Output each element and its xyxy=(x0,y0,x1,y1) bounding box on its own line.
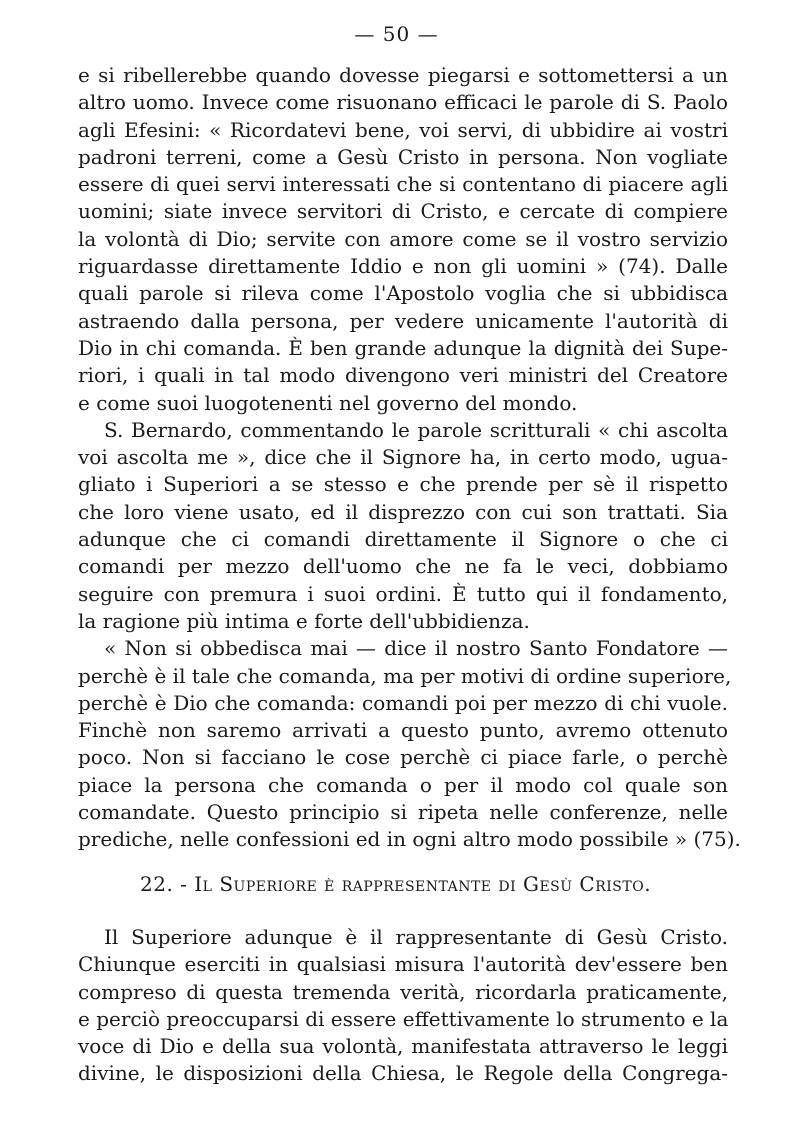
page-number: — 50 — xyxy=(354,22,439,46)
text-line: padroni terreni, come a Gesù Cristo in persona. Non vogliate xyxy=(78,144,728,169)
text-line: perchè è Dio che comanda: comandi poi per mezzo di chi vuole. xyxy=(78,690,728,715)
text-line: Chiunque eserciti in qualsiasi misura l'autorità dev'essere ben xyxy=(78,952,728,977)
text-line: riguardasse direttamente Iddio e non gli uomini » (74). Dalle xyxy=(78,254,728,279)
section-heading: 22. - Il Superiore è rappresentante di Gesù Cristo. xyxy=(140,872,652,896)
text-line: Finchè non saremo arrivati a questo punto, avremo ottenuto xyxy=(78,718,728,743)
text-line: riori, i quali in tal modo divengono veri ministri del Creatore xyxy=(78,363,728,388)
text-line: Il Superiore adunque è il rappresentante di Gesù Cristo. xyxy=(104,925,728,949)
text-line: e perciò preoccuparsi di essere effettivamente lo strumento e la xyxy=(78,1006,729,1031)
text-line: agli Efesini: « Ricordatevi bene, voi servi, di ubbidire ai vostri xyxy=(78,117,728,142)
text-line: gliato i Superiori a se stesso e che prende per sè il rispetto xyxy=(78,472,728,497)
text-line: essere di quei servi interessati che si contentano di piacere agli xyxy=(78,172,728,197)
text-line: che loro viene usato, ed il disprezzo con cui son trattati. Sia xyxy=(78,499,728,524)
text-line: quali parole si rileva come l'Apostolo voglia che si ubbidisca xyxy=(78,281,728,306)
text-line: perchè è il tale che comanda, ma per motivi di ordine superiore, xyxy=(78,663,732,688)
text-line: comandi per mezzo dell'uomo che ne fa le veci, dobbiamo xyxy=(78,554,728,579)
text-line: « Non si obbedisca mai — dice il nostro Santo Fondatore — xyxy=(104,636,728,661)
text-line: voce di Dio e della sua volontà, manifestata attraverso le leggi xyxy=(78,1034,728,1059)
text-line: seguire con premura i suoi ordini. È tutto qui il fondamento, xyxy=(78,581,728,606)
text-line: S. Bernardo, commentando le parole scritturali « chi ascolta xyxy=(104,417,728,442)
text-line: la ragione più intima e forte dell'ubbidienza. xyxy=(78,608,530,633)
text-line: la volontà di Dio; servite con amore come se il vostro servizio xyxy=(78,226,728,251)
text-line: astraendo dalla persona, per vedere unicamente l'autorità di xyxy=(78,308,728,333)
text-line: voi ascolta me », dice che il Signore ha, in certo modo, ugua- xyxy=(78,445,728,470)
text-line: e si ribellerebbe quando dovesse piegarsi e sottomettersi a un xyxy=(78,63,728,87)
text-line: poco. Non si facciano le cose perchè ci piace farle, o perchè xyxy=(78,745,728,770)
text-line: uomini; siate invece servitori di Cristo, e cercate di compiere xyxy=(78,199,728,224)
text-line: compreso di questa tremenda verità, ricordarla praticamente, xyxy=(78,979,728,1004)
text-line: piace la persona che comanda o per il modo col quale son xyxy=(78,772,728,797)
text-line: altro uomo. Invece come risuonano efficaci le parole di S. Paolo xyxy=(78,90,728,115)
text-line: prediche, nelle confessioni ed in ogni altro modo possibile » (75). xyxy=(78,827,741,852)
paragraph-superior-representative xyxy=(78,924,728,1088)
text-line: adunque che ci comandi direttamente il Signore o che ci xyxy=(78,527,728,552)
text-line: Dio in chi comanda. È ben grande adunque la dignità dei Supe- xyxy=(78,335,728,360)
text-line: divine, le disposizioni della Chiesa, le Regole della Congrega- xyxy=(78,1061,728,1086)
text-line: comandate. Questo principio si ripeta nelle conferenze, nelle xyxy=(78,800,728,825)
paragraph-obedience-ephesians xyxy=(78,62,741,854)
text-line: e come suoi luogotenenti nel governo del mondo. xyxy=(78,390,578,415)
